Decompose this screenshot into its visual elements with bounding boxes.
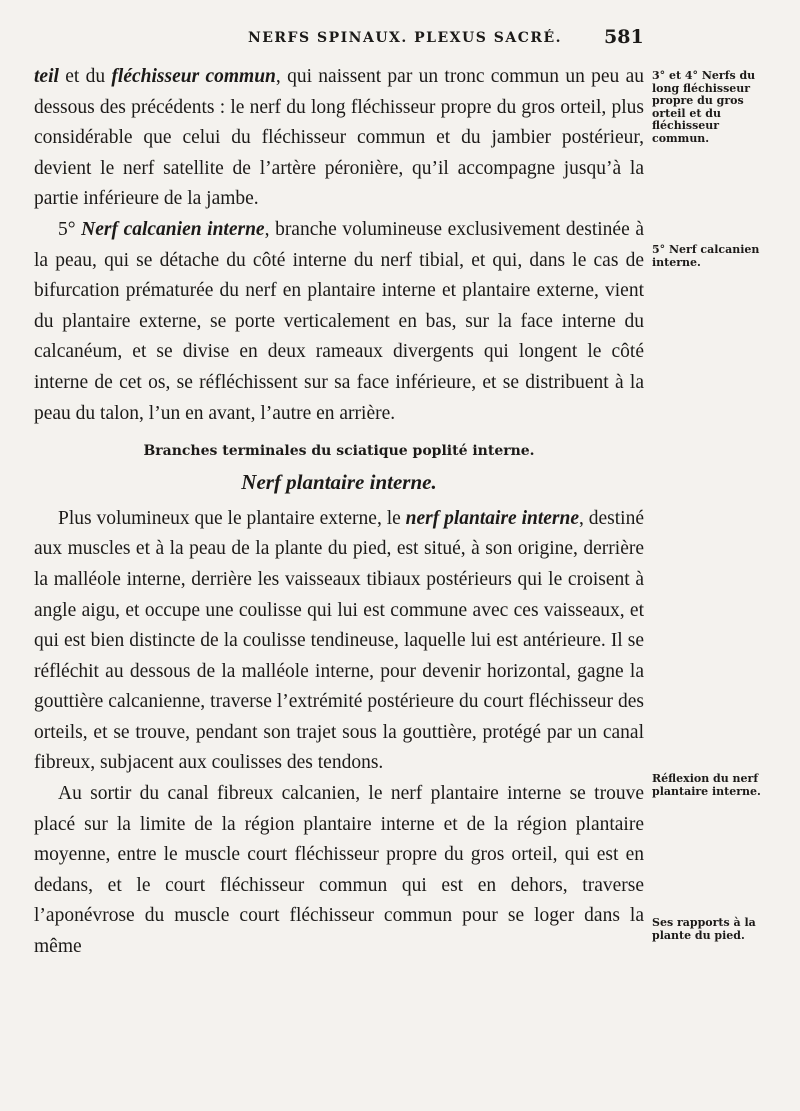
margin-note-nerfs-flechisseurs: 3° et 4° Nerfs du long fléchisseur propre du gros orteil et du fléchisseur commun. (652, 69, 756, 145)
margin-note-nerf-calcanien: 5° Nerf calcanien interne. (652, 243, 760, 269)
text-run: 5° (58, 218, 82, 240)
section-title: Nerf plantaire interne. (241, 470, 437, 495)
subheading: Branches terminales du sciatique poplité interne. (143, 443, 535, 460)
paragraph-1 (34, 62, 644, 215)
italic-term: nerf plantaire interne (405, 507, 580, 529)
italic-term: fléchisseur commun (111, 66, 276, 87)
text-run: Au sortir du canal fibreux calcanien, le nerf plantaire interne se trouve placé sur la limite de la région plantaire interne et de la région plantaire moyenne, entre le muscle court fléchisseur propre du gros orteil, qui est en dedans, et le court fléchisseur commun qui est en dehors, traverse l’aponévrose du muscle court fléchisseur commun pour se loger dans la même (34, 783, 644, 958)
text-run: , qui naissent par un tronc commun un peu au dessous des précédents : le nerf du long fléchisseur propre du gros orteil, plus considérable que celui du fléchisseur commun et du jambier postérieur, devient le nerf satellite de l’artère péronière, qu’il accompagne jusqu’à la partie inférieure de la jambe. (34, 66, 644, 210)
paragraph-2 (34, 215, 644, 429)
page-number: 581 (604, 26, 644, 48)
margin-note-reflexion: Réflexion du nerf plantaire interne. (652, 772, 761, 798)
margin-note-rapports: Ses rapports à la plante du pied. (652, 916, 756, 942)
running-header: NERFS SPINAUX. PLEXUS SACRÉ. (247, 30, 563, 46)
paragraph-3 (34, 504, 644, 779)
paragraph-4 (34, 779, 644, 963)
italic-term: teil (34, 66, 59, 87)
text-run: Plus volumineux que le plantaire externe, le (58, 507, 406, 529)
italic-term: Nerf calcanien interne (81, 218, 265, 240)
main-text-column (34, 62, 644, 963)
text-run: , destiné aux muscles et à la peau de la plante du pied, est situé, à son origine, derrière la malléole interne, derrière les vaisseaux tibiaux postérieurs qui le croisent à angle aigu, et occupe une coulisse qui lui est commune avec ces vaisseaux, et qui est bien distincte de la coulisse tendineuse, laquelle lui est antérieure. Il se réfléchit au dessous de la malléole interne, pour devenir horizontal, gagne la gouttière calcanienne, traverse l’extrémité postérieure du court fléchisseur des orteils, et se trouve, pendant son trajet sous la gouttière, protégé par un canal fibreux, subjacent aux coulisses des tendons. (34, 507, 644, 774)
text-run: et du (58, 66, 112, 87)
text-run: , branche volumineuse exclusivement destinée à la peau, qui se détache du côté interne du nerf tibial, et qui, dans le cas de bifurcation prématurée du nerf en plantaire interne et plantaire externe, vient du plantaire externe, se porte verticalement en bas, sur la face interne du calcanéum, et se divise en deux rameaux divergents qui longent le côté interne de cet os, se réfléchissent sur sa face inférieure, et se distribuent à la peau du talon, l’un en avant, l’autre en arrière. (34, 218, 644, 424)
